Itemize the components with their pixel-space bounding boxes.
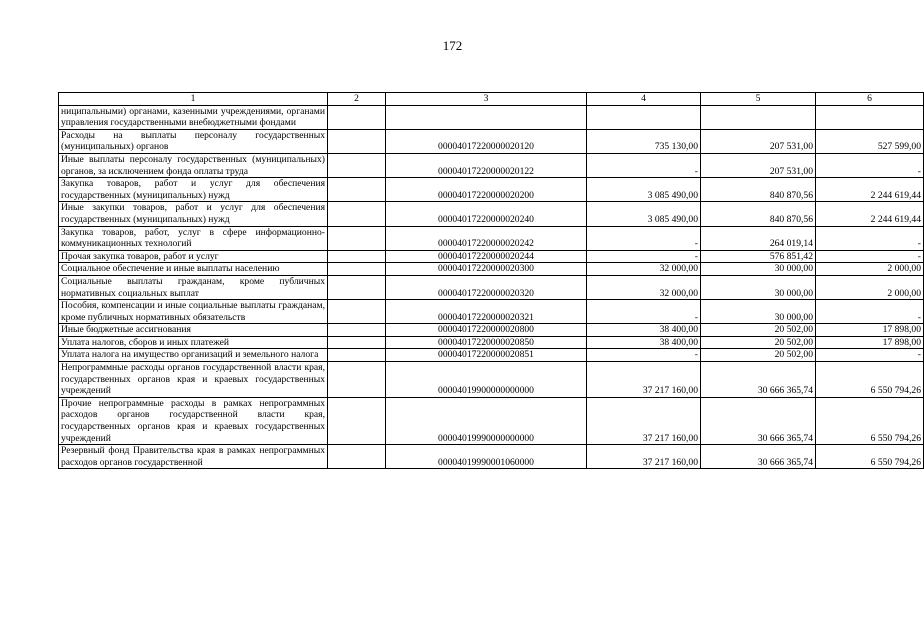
row-name-cell: Закупка товаров, работ и услуг для обеспечения государственных (муниципальных) нужд xyxy=(59,178,328,202)
row-name-cell: Иные бюджетные ассигнования xyxy=(59,324,328,337)
row-code-cell: 00004019990000000000 xyxy=(386,397,587,444)
row-value-col6: - xyxy=(816,153,924,177)
row-name-cell: Иные закупки товаров, работ и услуг для обеспечения государственных (муниципальных) нужд xyxy=(59,202,328,226)
row-value-col5: 840 870,56 xyxy=(701,178,816,202)
table-row xyxy=(59,226,924,250)
row-value-col6: 2 000,00 xyxy=(816,263,924,276)
row-value-col6: 6 550 794,26 xyxy=(816,397,924,444)
row-value-col4: 32 000,00 xyxy=(587,275,701,299)
row-name-cell: Уплата налога на имущество организаций и земельного налога xyxy=(59,349,328,362)
row-col2-cell xyxy=(328,202,386,226)
row-value-col4: 3 085 490,00 xyxy=(587,178,701,202)
row-col2-cell xyxy=(328,397,386,444)
row-code-cell: 00004017220000020851 xyxy=(386,349,587,362)
row-value-col6: 6 550 794,26 xyxy=(816,445,924,469)
table-row xyxy=(59,397,924,444)
row-value-col4: - xyxy=(587,250,701,263)
row-value-col6 xyxy=(816,105,924,129)
row-value-col6: - xyxy=(816,349,924,362)
row-value-col6: 527 599,00 xyxy=(816,129,924,153)
row-value-col5: 264 019,14 xyxy=(701,226,816,250)
row-col2-cell xyxy=(328,263,386,276)
row-code-cell: 00004017220000020240 xyxy=(386,202,587,226)
row-value-col6: 17 898,00 xyxy=(816,336,924,349)
row-value-col5: 20 502,00 xyxy=(701,336,816,349)
table-row xyxy=(59,445,924,469)
row-value-col6: 6 550 794,26 xyxy=(816,362,924,398)
row-value-col5: 840 870,56 xyxy=(701,202,816,226)
row-value-col4: 38 400,00 xyxy=(587,324,701,337)
row-name-cell: Прочие непрограммные расходы в рамках непрограммных расходов органов государственной власти края, государственных органов края и краевых государственных учреждений xyxy=(59,397,328,444)
row-value-col4: 37 217 160,00 xyxy=(587,362,701,398)
row-col2-cell xyxy=(328,153,386,177)
row-name-cell: Непрограммные расходы органов государственной власти края, государственных органов края и краевых государственных учреждений xyxy=(59,362,328,398)
row-value-col6: - xyxy=(816,226,924,250)
column-header: 2 xyxy=(328,93,386,106)
row-col2-cell xyxy=(328,324,386,337)
row-name-cell: Резервный фонд Правительства края в рамках непрограммных расходов органов государственной xyxy=(59,445,328,469)
header-row xyxy=(59,93,924,106)
row-name-cell: Иные выплаты персоналу государственных (муниципальных) органов, за исключением фонда оплаты труда xyxy=(59,153,328,177)
row-name-cell: ниципальными) органами, казенными учреждениями, органами управления государственными внебюджетными фондами xyxy=(59,105,328,129)
row-code-cell: 00004017220000020320 xyxy=(386,275,587,299)
row-value-col4: - xyxy=(587,300,701,324)
row-value-col5: 30 666 365,74 xyxy=(701,362,816,398)
table-row xyxy=(59,275,924,299)
row-name-cell: Уплата налогов, сборов и иных платежей xyxy=(59,336,328,349)
table-row xyxy=(59,362,924,398)
row-code-cell xyxy=(386,105,587,129)
row-col2-cell xyxy=(328,336,386,349)
row-value-col4: - xyxy=(587,226,701,250)
table-row xyxy=(59,153,924,177)
row-value-col4: 32 000,00 xyxy=(587,263,701,276)
row-name-cell: Пособия, компенсации и иные социальные выплаты гражданам, кроме публичных нормативных обязательств xyxy=(59,300,328,324)
row-value-col4: 37 217 160,00 xyxy=(587,397,701,444)
row-name-cell: Социальное обеспечение и иные выплаты населению xyxy=(59,263,328,276)
row-name-cell: Закупка товаров, работ, услуг в сфере информационно-коммуникационных технологий xyxy=(59,226,328,250)
row-col2-cell xyxy=(328,250,386,263)
row-value-col4: - xyxy=(587,349,701,362)
row-code-cell: 00004017220000020244 xyxy=(386,250,587,263)
budget-table xyxy=(58,92,924,469)
row-col2-cell xyxy=(328,105,386,129)
row-col2-cell xyxy=(328,362,386,398)
row-value-col6: 2 244 619,44 xyxy=(816,202,924,226)
table-row xyxy=(59,178,924,202)
table-row xyxy=(59,349,924,362)
column-header: 1 xyxy=(59,93,328,106)
row-value-col5: 30 000,00 xyxy=(701,263,816,276)
row-value-col5: 20 502,00 xyxy=(701,349,816,362)
row-value-col5: 30 000,00 xyxy=(701,300,816,324)
row-value-col4: 3 085 490,00 xyxy=(587,202,701,226)
row-value-col5 xyxy=(701,105,816,129)
row-value-col6: 17 898,00 xyxy=(816,324,924,337)
row-code-cell: 00004019900000000000 xyxy=(386,362,587,398)
column-header: 4 xyxy=(587,93,701,106)
row-value-col5: 30 666 365,74 xyxy=(701,445,816,469)
row-name-cell: Прочая закупка товаров, работ и услуг xyxy=(59,250,328,263)
row-value-col5: 207 531,00 xyxy=(701,153,816,177)
table-row xyxy=(59,336,924,349)
row-value-col6: - xyxy=(816,300,924,324)
row-code-cell: 00004019990001060000 xyxy=(386,445,587,469)
row-value-col6: - xyxy=(816,250,924,263)
table-row xyxy=(59,129,924,153)
row-code-cell: 00004017220000020850 xyxy=(386,336,587,349)
row-value-col5: 30 000,00 xyxy=(701,275,816,299)
row-code-cell: 00004017220000020200 xyxy=(386,178,587,202)
table-row xyxy=(59,250,924,263)
table-row xyxy=(59,263,924,276)
row-value-col6: 2 000,00 xyxy=(816,275,924,299)
row-col2-cell xyxy=(328,349,386,362)
row-code-cell: 00004017220000020122 xyxy=(386,153,587,177)
row-code-cell: 00004017220000020321 xyxy=(386,300,587,324)
row-col2-cell xyxy=(328,445,386,469)
row-col2-cell xyxy=(328,300,386,324)
row-value-col5: 20 502,00 xyxy=(701,324,816,337)
row-value-col6: 2 244 619,44 xyxy=(816,178,924,202)
column-header: 5 xyxy=(701,93,816,106)
row-col2-cell xyxy=(328,129,386,153)
table-row xyxy=(59,105,924,129)
row-value-col5: 30 666 365,74 xyxy=(701,397,816,444)
table-row xyxy=(59,202,924,226)
row-name-cell: Расходы на выплаты персоналу государственных (муниципальных) органов xyxy=(59,129,328,153)
row-value-col4: 38 400,00 xyxy=(587,336,701,349)
column-header: 6 xyxy=(816,93,924,106)
row-value-col5: 576 851,42 xyxy=(701,250,816,263)
column-header: 3 xyxy=(386,93,587,106)
row-code-cell: 00004017220000020800 xyxy=(386,324,587,337)
page-number: 172 xyxy=(442,38,463,53)
row-code-cell: 00004017220000020120 xyxy=(386,129,587,153)
row-value-col4: 37 217 160,00 xyxy=(587,445,701,469)
row-col2-cell xyxy=(328,178,386,202)
table-row xyxy=(59,324,924,337)
row-code-cell: 00004017220000020300 xyxy=(386,263,587,276)
row-col2-cell xyxy=(328,275,386,299)
row-value-col4: - xyxy=(587,153,701,177)
row-col2-cell xyxy=(328,226,386,250)
row-code-cell: 00004017220000020242 xyxy=(386,226,587,250)
row-value-col5: 207 531,00 xyxy=(701,129,816,153)
row-name-cell: Социальные выплаты гражданам, кроме публичных нормативных социальных выплат xyxy=(59,275,328,299)
table-row xyxy=(59,300,924,324)
row-value-col4 xyxy=(587,105,701,129)
row-value-col4: 735 130,00 xyxy=(587,129,701,153)
